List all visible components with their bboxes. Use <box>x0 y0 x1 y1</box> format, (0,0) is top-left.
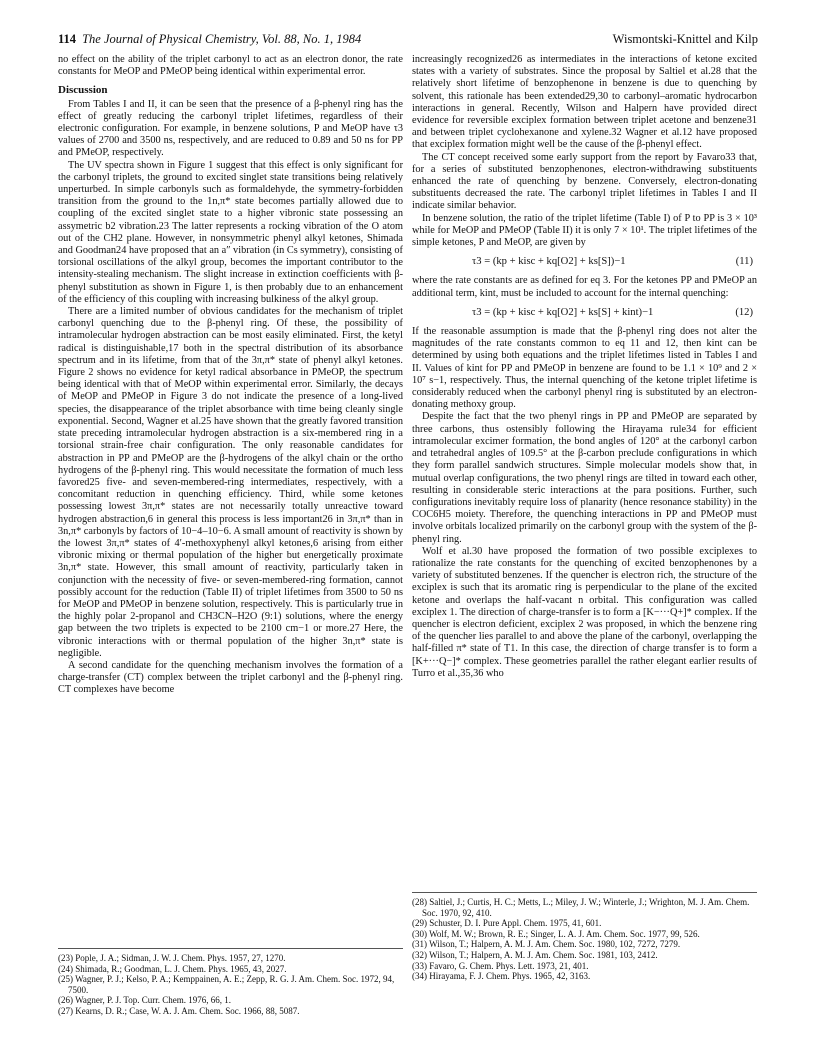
reference: (26) Wagner, P. J. Top. Curr. Chem. 1976, 66, 1. <box>58 995 231 1006</box>
equation-body: τ3 = (kp + kisc + kq[O2] + ks[S] + kint)−1 <box>472 306 654 318</box>
paragraph: no effect on the ability of the triplet carbonyl to act as an electron donor, the rate constants for MeOP and PMeOP being identical within experimental error. <box>58 54 403 78</box>
reference: (29) Schuster, D. I. Pure Appl. Chem. 1975, 41, 601. <box>412 918 602 929</box>
footnote-rule <box>412 892 757 893</box>
paragraph: where the rate constants are as defined for eq 3. For the ketones PP and PMeOP an additional term, kint, must be included to account for the internal quenching: <box>412 275 757 299</box>
right-column <box>412 54 757 680</box>
paragraph: If the reasonable assumption is made that the β-phenyl ring does not alter the magnitudes of the rate constants common to eq 11 and 12, then kint can be determined by using both equations and the triplet lifetimes listed in Tables I and II. Values of kint for PP and PMeOP in benzene are found to be 1.1 × 10⁹ and 2 × 10⁷ s−1, respectively. Thus, the internal quenching of the ketone triplet lifetime is considerably reduced when the carbonyl phenyl ring is substituted by an electron-donating methoxy group. <box>412 326 757 411</box>
header-left <box>58 32 361 48</box>
reference: (31) Wilson, T.; Halpern, A. M. J. Am. Chem. Soc. 1980, 102, 7272, 7279. <box>412 939 681 950</box>
journal-citation: The Journal of Physical Chemistry, Vol. 88, No. 1, 1984 <box>82 32 362 46</box>
equation-body: τ3 = (kp + kisc + kq[O2] + ks[S])−1 <box>472 256 626 268</box>
paragraph: There are a limited number of obvious candidates for the mechanism of triplet carbonyl quenching due to the β-phenyl ring. Of these, the possibility of intramolecular hydrogen abstraction can be most easily eliminated. First, the ketyl radical is distinguishable,17 both in the spectral distribution of its absorbance spectrum and in its lifetime, from that of the 3π,π* state of phenyl alkyl ketones. Figure 2 shows no evidence for ketyl radical absorbance in PMeOP, the spectrum being identical with that of MeOP within experimental error. Similarly, the decays of MeOP and PMeOP in Figure 3 do not indicate the presence of a long-lived species, the disappearance of the triplet absorbance with time being cleanly single exponential. Second, Wagner et al.25 have shown that the greatly favored transition state preceding intramolecular hydrogen abstraction is a six-membered ring in a torsional strain-free chair configuration. The only reasonable candidates for abstraction in PP and PMeOP are the β-hydrogens of the alkyl chain or the ortho hydrogens of the β-phenyl ring. This would necessitate the formation of much less favored25 five- and seven-membered-ring intermediates, respectively, with a concomitant reduction in quenching efficiency. Third, while some ketones possessing lowest 3π,π* states are not necessarily totally unreactive toward hydrogen abstraction,6 in general this process is less important26 in 3π,π* than in 3n,π* carbonyls by factors of 10−4–10−6. A small amount of reactivity is shown by the lowest 3π,π* states of 4′-methoxyphenyl alkyl ketones,6 arising from either vibronic mixing or thermal population of the higher but energetically proximate 3n,π* state. However, this small amount of reactivity, particularly taken in conjunction with the necessity of five- or seven-membered-ring formation, cannot possibly account for the reduction (Table II) of triplet lifetimes from 3500 to 50 ns for MeOP and PMeOP in benzene solution, respectively. This is particularly true in the highly polar 2-propanol and CH3CN–H2O (9:1) solutions, where the energy gap between the two triplets is expected to be 2100 cm−1 or more.27 Here, the vibronic interactions with or thermal population of the higher 3n,π* state is negligible. <box>58 306 403 659</box>
section-heading: Discussion <box>58 84 108 97</box>
paragraph: The CT concept received some early support from the report by Favaro33 that, for a series of substituted benzophenones, electron-withdrawing substituents enhanced the rate of quenching by benzene. Conversely, electron-donating substituents decreased the rate. The carbonyl triplet lifetimes in Tables I and II indicate similar behavior. <box>412 151 757 212</box>
paragraph: A second candidate for the quenching mechanism involves the formation of a charge-transfer (CT) complex between the triplet carbonyl and the β-phenyl ring. CT complexes have become <box>58 659 403 696</box>
reference: (23) Pople, J. A.; Sidman, J. W. J. Chem. Phys. 1957, 27, 1270. <box>58 953 286 963</box>
footnote-rule <box>58 948 403 949</box>
footnotes-right <box>412 892 757 982</box>
paragraph: Despite the fact that the two phenyl rings in PP and PMeOP are separated by three carbons, thus ostensibly following the Hirayama rule34 for efficient intramolecular excimer formation, the bond angles of 120° at the carbonyl carbon and tetrahedral angles of 109.5° at the β-carbon preclude configurations in which they form parallel sandwich structures. Simple molecular models show that, in mutual overlap configurations, the two phenyl rings are tilted in toward each other, resulting in considerable steric interactions at the para positions. Further, such configurations inevitably require loss of planarity (hence resonance stability) in the COC6H5 moiety. Therefore, the quenching interactions in PP and PMeOP must involve orbitals localized primarily on the carbonyl group with the system of the β-phenyl ring. <box>412 411 757 545</box>
reference: (32) Wilson, T.; Halpern, A. M. J. Am. Chem. Soc. 1981, 103, 2412. <box>412 949 658 960</box>
paragraph: Wolf et al.30 have proposed the formation of two possible exciplexes to rationalize the rate constants for the quenching of excited benzophenones by a variety of substituted benzenes. If the quencher is electron rich, the structure of the exciplex is such that its aromatic ring is perpendicular to the plane of the excited ketone and overlaps the half-vacant n orbital. This configuration was called exciplex 1. The direction of charge-transfer is to form a [K−···Q+]* complex. If the quencher is electron deficient, exciplex 2 was proposed, in which the benzene ring of the quencher lies parallel to and above the plane of the carbonyl, overlapping the half-filled π* state of T1. In this case, the direction of charge transfer is to form a [K+···Q−]* complex. These geometries parallel the rather elegant earlier results of Turro et al.,35,36 who <box>412 545 757 679</box>
running-authors: Wismontski-Knittel and Kilp <box>612 32 758 46</box>
page-header <box>58 32 758 48</box>
reference: (25) Wagner, P. J.; Kelso, P. A.; Kemppainen, A. E.; Zepp, R. G. J. Am. Chem. Soc. 1972, 94, 7500. <box>58 974 395 995</box>
footnotes-left <box>58 948 403 1017</box>
paragraph: In benzene solution, the ratio of the triplet lifetime (Table I) of P to PP is 3 × 10³ while for MeOP and PMeOP (Table II) it is only 7 × 10¹. The triplet lifetimes of the simple ketones, P and MeOP, are given by <box>412 212 757 249</box>
equation-number: (11) <box>735 256 753 268</box>
paragraph: The UV spectra shown in Figure 1 suggest that this effect is only significant for the carbonyl triplets, the ground to excited singlet state transitions being relatively unperturbed. In simple carbonyls such as formaldehyde, the symmetry-forbidden transition from the ground to the 1n,π* state becomes partially allowed due to coupling of the excited singlet state to a higher vibronic state possessing an assymetric b2 vibration.23 The latter represents a rocking vibration of the O atom out of the CH2 plane. However, in nonsymmetric phenyl alkyl ketones, Shimada and Goodman24 have proposed that an a″ vibration (in Cs symmetry), consisting of torsional oscillations of the alkyl group, becomes the important contributor to the intensity-stealing mechanism. The slight increase in extinction coefficients with β-phenyl substitution as shown in Figure 1, is then probably due to an enhancement of the efficiency of this coupling with increasing bulkiness of the alkyl group. <box>58 159 403 305</box>
reference: (24) Shimada, R.; Goodman, L. J. Chem. Phys. 1965, 43, 2027. <box>58 963 287 974</box>
reference: (33) Favaro, G. Chem. Phys. Lett. 1973, 21, 401. <box>412 960 589 971</box>
paragraph: increasingly recognized26 as intermediates in the interactions of ketone excited states with a variety of substrates. Since the proposal by Saltiel et al.28 that the relatively short lifetime of benzophenone in benzene is due to quenching by solvent, this rationale has been extended29,30 to carbonyl–aromatic hydrocarbon interactions in general. Recently, Wilson and Halpern have provided direct evidence for reversible exciplex formation between triplet acetone and benzene31 and between triplet cyclohexanone and xylene.32 Wagner et al.12 have proposed that exciplex formation might well be the cause of the β-phenyl effect. <box>412 54 757 151</box>
reference: (30) Wolf, M. W.; Brown, R. E.; Singer, L. A. J. Am. Chem. Soc. 1977, 99, 526. <box>412 928 700 939</box>
page-number: 114 <box>58 32 77 46</box>
equation-number: (12) <box>735 306 753 318</box>
reference: (27) Kearns, D. R.; Case, W. A. J. Am. Chem. Soc. 1966, 88, 5087. <box>58 1005 300 1016</box>
reference: (34) Hirayama, F. J. Chem. Phys. 1965, 42, 3163. <box>412 971 591 982</box>
reference: (28) Saltiel, J.; Curtis, H. C.; Metts, L.; Miley, J. W.; Winterle, J.; Wrighton, M. J. Am. Chem. Soc. 1970, 92, 410. <box>412 897 750 918</box>
paragraph: From Tables I and II, it can be seen that the presence of a β-phenyl ring has the effect of greatly reducing the carbonyl triplet lifetimes, regardless of their electronic configuration. For example, in benzene solutions, P and MeOP have τ3 values of 2700 and 3500 ns, respectively, and are reduced to 0.89 and 50 ns for PP and PMeOP, respectively. <box>58 98 403 159</box>
equation-11 <box>472 256 757 268</box>
equation-12 <box>472 307 757 319</box>
left-column <box>58 54 403 697</box>
